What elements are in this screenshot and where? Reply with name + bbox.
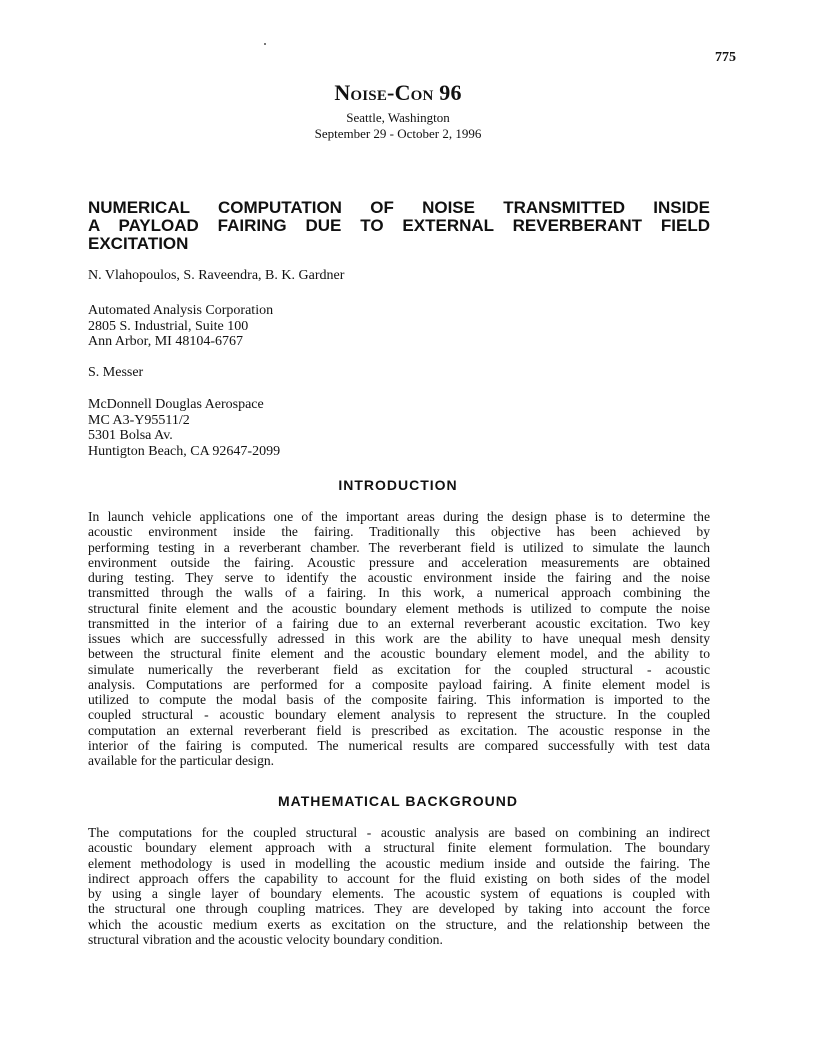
text-line: structural finite element and the acoustic boundary element methods is utilized to compute the noise [88,600,710,616]
text-line: The computations for the coupled structural - acoustic analysis are based on combining an indirect [88,825,710,840]
secondary-affiliation [88,397,280,459]
text-line: structural vibration and the acoustic velocity boundary condition. [88,931,443,947]
text-line: transmitted in the interior of a fairing due to an external reverberant acoustic excitation. Two key [88,615,710,631]
text-line: simulate numerically the reverberant field as excitation for the coupled structural - acoustic [88,661,710,677]
text-line: issues which are successfully adressed in this work are the ability to have unequal mesh density [88,631,710,646]
title-line: NUMERICAL COMPUTATION OF NOISE TRANSMITTED INSIDE [88,198,710,217]
secondary-author: S. Messer [88,365,144,380]
text-line: element methodology is used in modelling the acoustic medium inside and outside the fairing. The [88,855,710,871]
text-line: between the structural finite element and the acoustic boundary element model, and the ability to [88,646,710,662]
text-line: analysis. Computations are performed for a composite payload fairing. A finite element model is [88,676,710,692]
affiliation-line: Automated Analysis Corporation [88,303,274,318]
primary-affiliation [88,303,273,350]
page-number: 775 [715,50,736,65]
conference-dates: September 29 - October 2, 1996 [314,126,482,141]
text-line: acoustic environment inside the fairing. Traditionally this objective has been achieved by [88,524,710,540]
text-line: interior of the fairing is computed. The numerical results are compared successfully with test data [88,737,710,753]
text-line: during testing. They serve to identify the acoustic environment inside the fairing and the noise [88,570,710,585]
affiliation-line: 2805 S. Industrial, Suite 100 [88,318,249,334]
introduction-paragraph [88,509,710,768]
primary-authors: N. Vlahopoulos, S. Raveendra, B. K. Gardner [88,268,345,283]
affiliation-line: MC A3-Y95511/2 [88,412,190,428]
text-line: transmitted through the walls of a fairing. In this work, a numerical approach combining the [88,585,710,601]
mathematical-background-paragraph [88,825,710,947]
text-line: utilized to compute the modal basis of the composite fairing. This information is imported to the [88,692,710,707]
text-line: environment outside the fairing. Acoustic pressure and acceleration measurements are obtained [88,554,710,570]
text-line: acoustic boundary element approach with a structural finite element formulation. The boundary [88,840,710,856]
text-line: which the acoustic medium exerts as excitation on the structure, and the relationship between the [88,916,710,932]
text-line: available for the particular design. [88,753,275,768]
affiliation-line: McDonnell Douglas Aerospace [88,397,264,412]
conference-details [0,110,796,142]
affiliation-line: Huntigton Beach, CA 92647-2099 [88,443,281,459]
affiliation-line: 5301 Bolsa Av. [88,428,173,443]
title-line: A PAYLOAD FAIRING DUE TO EXTERNAL REVERBERANT FIELD [88,216,710,235]
title-line: EXCITATION [88,234,189,253]
affiliation-line: Ann Arbor, MI 48104-6767 [88,334,243,349]
section-heading-introduction: INTRODUCTION [338,477,458,493]
scan-speck [264,43,266,45]
conference-name: Noise-Con 96 [334,80,462,105]
text-line: computation an external reverberant field is prescribed as excitation. The acoustic response in the [88,722,710,738]
text-line: the structural one through coupling matrices. They are developed by taking into account the force [88,901,710,917]
text-line: coupled structural - acoustic boundary element analysis to represent the structure. In the coupled [88,707,710,723]
section-heading-mathematical-background: MATHEMATICAL BACKGROUND [278,793,518,809]
conference-location: Seattle, Washington [346,110,450,125]
paper-title [88,199,710,253]
text-line: indirect approach offers the capability to account for the fluid existing on both sides of the model [88,870,710,886]
text-line: In launch vehicle applications one of the important areas during the design phase is to determine the [88,509,710,524]
text-line: by using a single layer of boundary elements. The acoustic system of equations is coupled with [88,886,710,901]
text-line: performing testing in a reverberant chamber. The reverberant field is utilized to simulate the launch [88,539,710,555]
